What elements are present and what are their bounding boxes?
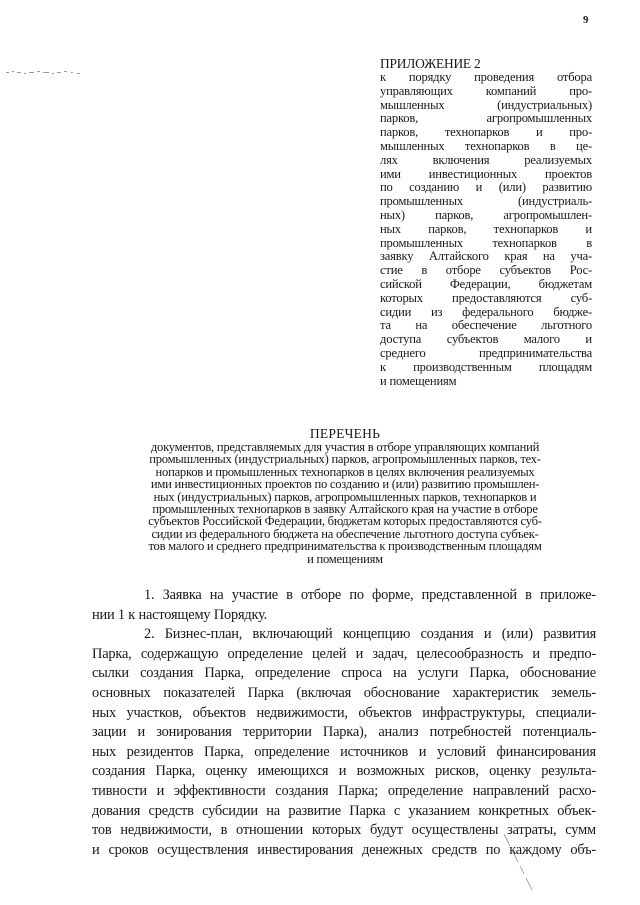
list-subtitle-line: и помещениям bbox=[307, 551, 383, 566]
annex-line: лях включения реализуемых bbox=[380, 152, 592, 167]
annex-line: сийской Федерации, бюджетам bbox=[380, 276, 592, 291]
list-subtitle-line: ных (индустриальных) парков, агропромышленных парков, технопарков и bbox=[153, 489, 537, 504]
list-item-start: 1. Заявка на участие в отборе по форме, представленной в приложе- bbox=[144, 587, 596, 603]
list-item-line: сылки создания Парка, определение спроса на услуги Парка, обоснование bbox=[92, 665, 596, 682]
annex-title: ПРИЛОЖЕНИЕ 2 bbox=[380, 56, 481, 71]
list-item-line: тов недвижимости, в отношении которых будут осуществлены затраты, сумм bbox=[92, 822, 596, 839]
list-subtitle-line: сидии из федерального бюджета на обеспечение льготного доступа субъек- bbox=[151, 526, 539, 541]
list-item-line: зации и зонирования территории Парка), анализ потребностей потенциаль- bbox=[92, 724, 596, 741]
annex-line: сидии из федерального бюдже- bbox=[380, 304, 592, 319]
scan-margin-marks bbox=[6, 70, 86, 76]
annex-line: по созданию и (или) развитию bbox=[380, 180, 592, 195]
annex-text bbox=[380, 71, 592, 388]
list-item-line: ных участков, объектов недвижимости, объектов инфраструктуры, специали- bbox=[92, 704, 596, 721]
list-item-line: Парка, содержащую определение целей и задач, целесообразность и предпо- bbox=[92, 645, 596, 662]
annex-line: к порядку проведения отбора bbox=[380, 70, 592, 84]
list-subtitle-line: промышленных технопарков в заявку Алтайского края на участие в отборе bbox=[152, 502, 538, 517]
list-subtitle-line: ими инвестиционных проектов по созданию и (или) развитию промышлен- bbox=[150, 477, 540, 492]
list-item-line: дования средств субсидии на развитие Парка с указанием конкретных объек- bbox=[92, 802, 596, 819]
annex-line: парков, технопарков и про- bbox=[380, 125, 592, 140]
annex-line: ных парков, технопарков и bbox=[380, 221, 592, 236]
annex-line: управляющих компаний про- bbox=[380, 83, 592, 98]
annex-line: та на обеспечение льготного bbox=[380, 318, 592, 333]
annex-line: промышленных технопарков в bbox=[380, 235, 592, 250]
annex-line: среднего предпринимательства bbox=[380, 345, 592, 360]
list-item-line: тивности и эффективности создания Парка; определение направлений расхо- bbox=[92, 782, 596, 799]
annex-line: заявку Алтайского края на уча- bbox=[380, 249, 592, 264]
list-item-line: ных резидентов Парка, определение источников и условий финансирования bbox=[92, 743, 596, 760]
annex-line: промышленных (индустриаль- bbox=[380, 194, 592, 209]
annex-line: ных) парков, агропромышлен- bbox=[380, 207, 592, 222]
annex-line: ими инвестиционных проектов bbox=[380, 166, 592, 181]
annex-block bbox=[380, 56, 592, 388]
annex-line: и помещениям bbox=[380, 373, 457, 388]
page-number: 9 bbox=[583, 14, 589, 26]
document-body bbox=[92, 586, 596, 860]
annex-line: доступа субъектов малого и bbox=[380, 332, 592, 347]
scan-artifact bbox=[500, 832, 540, 892]
list-title: ПЕРЕЧЕНЬ bbox=[309, 426, 381, 441]
list-item-line: нии 1 к настоящему Порядку. bbox=[92, 606, 268, 623]
annex-line: мышленных технопарков в це- bbox=[380, 138, 592, 153]
annex-line: к производственным площадям bbox=[380, 359, 592, 374]
annex-line: стие в отборе субъектов Рос- bbox=[380, 263, 592, 278]
list-subtitle-line: нопарков и промышленных технопарков в целях включения реализуемых bbox=[155, 464, 535, 479]
annex-line: парков, агропромышленных bbox=[380, 111, 592, 126]
list-item-start: 2. Бизнес-план, включающий концепцию создания и (или) развития bbox=[144, 626, 596, 643]
list-subtitle-line: промышленных (индустриальных) парков, агропромышленных парков, тех- bbox=[149, 452, 541, 467]
document-list-heading bbox=[100, 426, 590, 565]
list-subtitle-line: субъектов Российской Федерации, бюджетам которых предоставляются суб- bbox=[148, 514, 542, 529]
list-subtitle-line: тов малого и среднего предпринимательства к производственным площадям bbox=[148, 539, 542, 554]
annex-line: мышленных (индустриальных) bbox=[380, 97, 592, 112]
list-item-line: основных показателей Парка (включая обоснование характеристик земель- bbox=[92, 684, 596, 701]
list-subtitle bbox=[100, 441, 590, 565]
annex-line: которых предоставляются суб- bbox=[380, 290, 592, 305]
list-subtitle-line: документов, представляемых для участия в отборе управляющих компаний bbox=[150, 440, 540, 454]
list-item-line: и сроков осуществления инвестирования денежных средств по каждому объ- bbox=[92, 841, 596, 858]
list-item-line: создания Парка, оценку имеющихся и возможных рисков, оценку результа- bbox=[92, 763, 596, 780]
